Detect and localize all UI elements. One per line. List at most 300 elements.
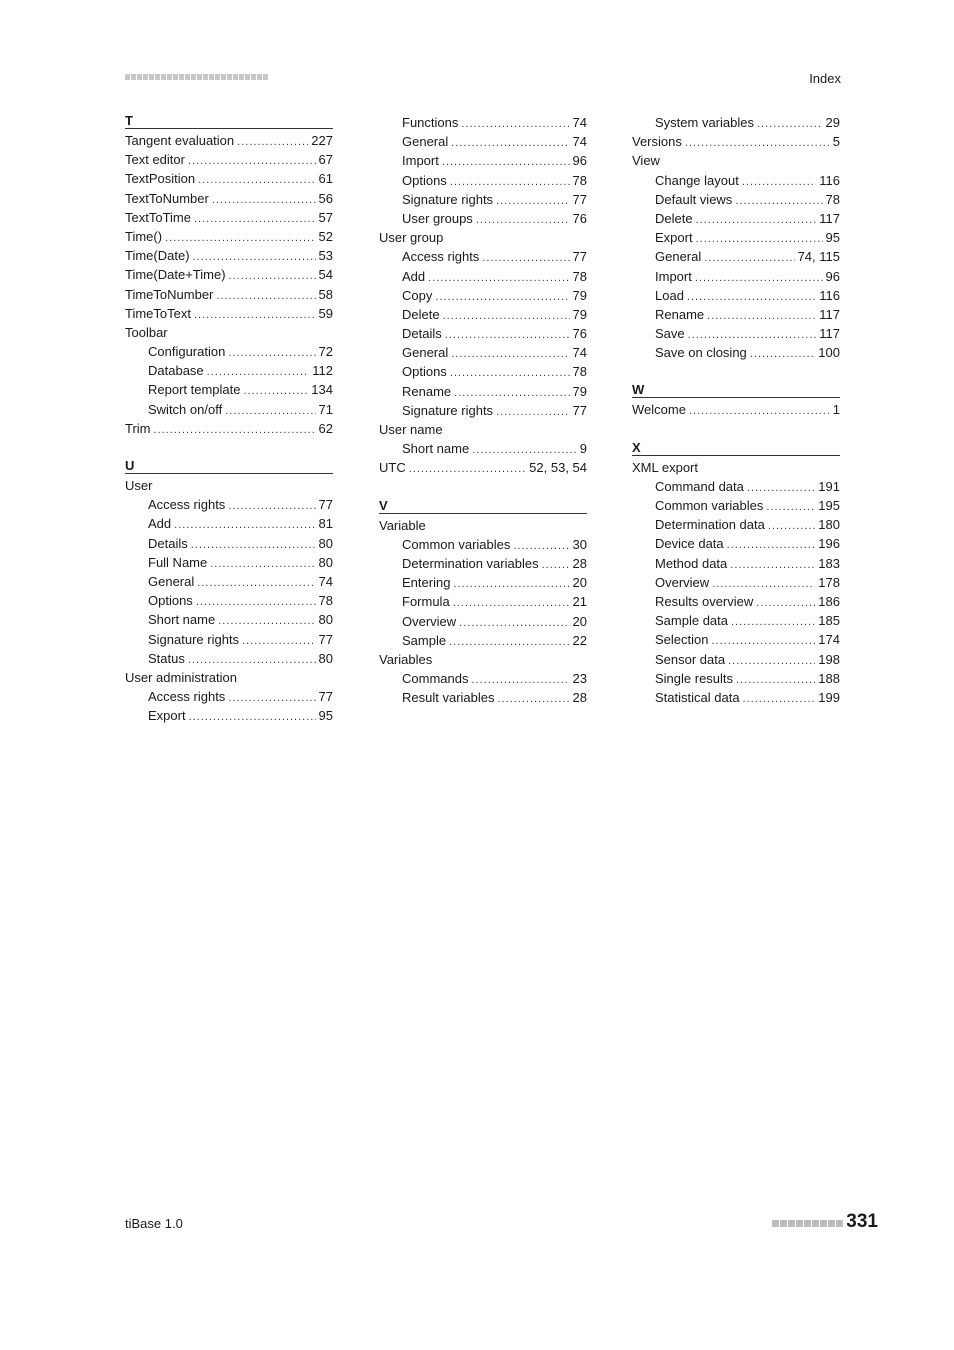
entry-page-ref: 95: [318, 708, 333, 724]
entry-label: Short name: [148, 612, 216, 628]
dot-leader: [228, 689, 315, 708]
index-subentry: [632, 669, 840, 688]
decoration-square: [788, 1220, 795, 1227]
page-header-title: Index: [809, 71, 841, 86]
decoration-square: [257, 74, 262, 80]
entry-page-ref: 54: [318, 267, 333, 283]
entry-label: Copy: [402, 287, 433, 303]
index-subentry: [379, 401, 587, 420]
decoration-square: [137, 74, 142, 80]
entry-page-ref: 174: [818, 632, 840, 648]
entry-page-ref: 61: [318, 171, 333, 187]
index-entry: [125, 246, 333, 265]
entry-label: Toolbar: [125, 324, 168, 340]
entry-page-ref: 57: [318, 209, 333, 225]
decoration-square: [173, 74, 178, 80]
dot-leader: [453, 594, 570, 613]
decoration-square: [191, 74, 196, 80]
entry-label: Versions: [632, 134, 682, 150]
dot-leader: [695, 269, 823, 288]
entry-label: Commands: [402, 671, 469, 687]
index-entry: [125, 150, 333, 169]
dot-leader: [229, 267, 316, 286]
index-entry: [379, 516, 587, 535]
decoration-square: [804, 1220, 811, 1227]
index-entry: [632, 400, 840, 419]
index-subentry: [379, 612, 587, 631]
decoration-square: [161, 74, 166, 80]
index-subentry: [379, 439, 587, 458]
entry-label: Export: [148, 708, 186, 724]
decoration-square: [149, 74, 154, 80]
dot-leader: [443, 307, 570, 326]
entry-page-ref: 74: [572, 134, 587, 150]
dot-leader: [711, 632, 815, 651]
index-column-3: [632, 113, 840, 727]
index-subentry: [379, 535, 587, 554]
entry-page-ref: 117: [819, 306, 840, 322]
index-subentry: [379, 631, 587, 650]
entry-label: Access rights: [148, 497, 226, 513]
decoration-square: [263, 74, 268, 80]
index-entry: [379, 420, 587, 439]
entry-label: Change layout: [655, 172, 739, 188]
index-entry: [125, 208, 333, 227]
entry-page-ref: 77: [318, 631, 333, 647]
dot-leader: [174, 516, 315, 535]
dot-leader: [685, 134, 830, 153]
page-number: 331: [846, 1211, 878, 1232]
index-subentry: [125, 400, 333, 419]
index-entry: [125, 419, 333, 438]
dot-leader: [757, 115, 823, 134]
decoration-square: [780, 1220, 787, 1227]
dot-leader: [743, 690, 816, 709]
index-subentry: [379, 382, 587, 401]
entry-page-ref: 56: [318, 190, 333, 206]
dot-leader: [242, 632, 315, 651]
entry-page-ref: 185: [818, 613, 840, 629]
entry-label: Add: [148, 516, 172, 532]
dot-leader: [189, 708, 316, 727]
dot-leader: [476, 211, 570, 230]
dot-leader: [756, 594, 815, 613]
entry-page-ref: 188: [818, 670, 840, 686]
entry-label: Variables: [379, 651, 433, 667]
entry-label: Common variables: [402, 536, 511, 552]
decoration-square: [796, 1220, 803, 1227]
index-subentry: [125, 495, 333, 514]
entry-page-ref: 116: [819, 287, 840, 303]
entry-page-ref: 29: [825, 115, 840, 130]
index-subentry: [632, 573, 840, 592]
index-subentry: [632, 630, 840, 649]
entry-label: Add: [402, 268, 426, 284]
index-subentry: [379, 209, 587, 228]
dot-leader: [728, 652, 815, 671]
entry-label: Trim: [125, 420, 151, 436]
decoration-square: [143, 74, 148, 80]
entry-page-ref: 5: [832, 134, 840, 150]
entry-label: Delete: [402, 306, 440, 322]
dot-leader: [496, 192, 569, 211]
dot-leader: [445, 326, 570, 345]
index-subentry: [379, 343, 587, 362]
decoration-square: [203, 74, 208, 80]
section-letter: W: [632, 382, 840, 398]
entry-label: Time(Date): [125, 248, 190, 264]
entry-label: System variables: [655, 115, 754, 130]
decoration-square: [167, 74, 172, 80]
entry-label: TextToNumber: [125, 190, 209, 206]
entry-page-ref: 9: [579, 441, 587, 457]
section-letter: U: [125, 458, 333, 474]
index-subentry: [632, 611, 840, 630]
index-subentry: [632, 247, 840, 266]
entry-page-ref: 77: [572, 191, 587, 207]
index-subentry: [632, 496, 840, 515]
index-subentry: [379, 190, 587, 209]
entry-label: Result variables: [402, 690, 495, 706]
entry-page-ref: 74: [572, 115, 587, 130]
entry-label: User name: [379, 422, 443, 437]
index-entry: [125, 131, 333, 150]
entry-page-ref: 62: [318, 420, 333, 436]
decoration-square: [820, 1220, 827, 1227]
entry-label: Common variables: [655, 498, 764, 513]
dot-leader: [482, 249, 569, 268]
dot-leader: [442, 153, 570, 172]
dot-leader: [228, 497, 315, 516]
index-subentry: [379, 362, 587, 381]
entry-page-ref: 96: [572, 153, 587, 169]
index-subentry: [632, 554, 840, 573]
index-entry: [125, 189, 333, 208]
decoration-square: [209, 74, 214, 80]
dot-leader: [704, 249, 794, 268]
index-entry: [125, 227, 333, 246]
index-subentry: [379, 688, 587, 707]
dot-leader: [496, 403, 569, 422]
entry-label: Command data: [655, 478, 744, 494]
entry-page-ref: 195: [818, 498, 840, 513]
entry-label: Tangent evaluation: [125, 133, 235, 148]
entry-page-ref: 77: [318, 689, 333, 705]
entry-label: Short name: [402, 441, 470, 457]
entry-label: TextPosition: [125, 171, 196, 187]
entry-label: View: [632, 153, 660, 169]
entry-page-ref: 79: [572, 383, 587, 399]
dot-leader: [730, 556, 815, 575]
dot-leader: [435, 288, 569, 307]
entry-page-ref: 22: [572, 632, 587, 648]
index-entry: [125, 169, 333, 188]
index-subentry: [632, 190, 840, 209]
entry-label: User group: [379, 230, 444, 246]
entry-page-ref: 1: [832, 402, 840, 418]
index-subentry: [125, 630, 333, 649]
dot-leader: [451, 345, 569, 364]
entry-page-ref: 78: [572, 172, 587, 188]
entry-label: Import: [655, 268, 692, 284]
entry-page-ref: 183: [818, 555, 840, 571]
index-subentry: [379, 286, 587, 305]
dot-leader: [216, 287, 315, 306]
entry-page-ref: 30: [572, 536, 587, 552]
dot-leader: [451, 134, 569, 153]
entry-page-ref: 28: [572, 690, 587, 706]
entry-label: Status: [148, 650, 185, 666]
index-entry: [125, 476, 333, 495]
entry-page-ref: 180: [818, 517, 840, 533]
decoration-square: [836, 1220, 843, 1227]
dot-leader: [449, 633, 569, 652]
entry-page-ref: 191: [818, 478, 840, 494]
index-subentry: [125, 534, 333, 553]
entry-page-ref: 78: [825, 191, 840, 207]
entry-label: Signature rights: [148, 631, 240, 647]
entry-label: Variable: [379, 517, 426, 533]
entry-label: Statistical data: [655, 689, 740, 705]
index-subentry: [632, 534, 840, 553]
index-section: [632, 440, 840, 707]
entry-label: UTC: [379, 460, 406, 476]
entry-page-ref: 20: [572, 613, 587, 629]
index-subentry: [379, 324, 587, 343]
entry-label: Report template: [148, 382, 241, 398]
index-entry: [125, 265, 333, 284]
entry-label: Method data: [655, 555, 728, 571]
entry-page-ref: 95: [825, 230, 840, 246]
entry-page-ref: 76: [572, 326, 587, 342]
index-subentry: [379, 132, 587, 151]
entry-page-ref: 178: [818, 574, 840, 590]
entry-label: Rename: [655, 306, 705, 322]
index-subentry: [379, 669, 587, 688]
index-subentry: [379, 592, 587, 611]
dot-leader: [768, 517, 815, 536]
dot-leader: [188, 152, 316, 171]
entry-page-ref: 80: [318, 612, 333, 628]
entry-label: Time(Date+Time): [125, 267, 226, 283]
dot-leader: [707, 307, 816, 326]
entry-page-ref: 81: [318, 516, 333, 532]
entry-page-ref: 52, 53, 54: [529, 460, 587, 476]
index-subentry: [632, 650, 840, 669]
entry-page-ref: 198: [818, 651, 840, 667]
decoration-square: [772, 1220, 779, 1227]
section-letter: X: [632, 440, 840, 456]
index-subentry: [632, 209, 840, 228]
index-entry: [379, 650, 587, 669]
index-subentry: [632, 267, 840, 286]
dot-leader: [766, 498, 815, 517]
decoration-square: [155, 74, 160, 80]
dot-leader: [731, 613, 815, 632]
entry-label: Full Name: [148, 554, 208, 570]
dot-leader: [453, 575, 569, 594]
entry-label: Signature rights: [402, 402, 494, 418]
index-subentry: [125, 553, 333, 572]
entry-page-ref: 80: [318, 554, 333, 570]
index-section: [125, 458, 333, 725]
entry-label: Details: [402, 326, 442, 342]
entry-page-ref: 78: [318, 593, 333, 609]
decoration-square: [828, 1220, 835, 1227]
index-subentry: [632, 688, 840, 707]
decoration-square: [179, 74, 184, 80]
decoration-square: [812, 1220, 819, 1227]
dot-leader: [194, 210, 316, 229]
index-section: [379, 113, 587, 478]
entry-page-ref: 186: [818, 593, 840, 609]
entry-page-ref: 100: [818, 345, 840, 361]
index-subentry: [125, 649, 333, 668]
index-subentry: [125, 361, 333, 380]
entry-page-ref: 59: [318, 305, 333, 321]
decoration-square: [131, 74, 136, 80]
entry-page-ref: 112: [312, 363, 333, 379]
decoration-square: [125, 74, 130, 80]
entry-page-ref: 117: [819, 326, 840, 342]
decoration-square: [239, 74, 244, 80]
index-subentry: [632, 324, 840, 343]
entry-label: Determination data: [655, 517, 765, 533]
entry-label: TextToTime: [125, 209, 191, 225]
entry-page-ref: 52: [318, 228, 333, 244]
index-subentry: [632, 286, 840, 305]
entry-label: Selection: [655, 632, 709, 648]
entry-label: Details: [148, 535, 188, 551]
entry-page-ref: 80: [318, 650, 333, 666]
entry-page-ref: 79: [572, 287, 587, 303]
index-entry: [125, 285, 333, 304]
index-subentry: [632, 515, 840, 534]
index-column-2: [379, 113, 587, 727]
index-entry: [125, 304, 333, 323]
decoration-square: [197, 74, 202, 80]
entry-label: Single results: [655, 670, 734, 686]
dot-leader: [687, 288, 816, 307]
index-subentry: [379, 171, 587, 190]
entry-page-ref: 72: [318, 344, 333, 360]
index-subentry: [125, 342, 333, 361]
entry-label: Delete: [655, 210, 693, 226]
entry-page-ref: 77: [572, 249, 587, 265]
index-entry: [379, 228, 587, 247]
index-subentry: [125, 572, 333, 591]
dot-leader: [428, 269, 569, 288]
decoration-square: [227, 74, 232, 80]
entry-label: User groups: [402, 210, 473, 226]
entry-label: Export: [655, 230, 693, 246]
footer-product-name: tiBase 1.0: [125, 1216, 183, 1231]
decoration-square: [215, 74, 220, 80]
index-column-1: [125, 113, 333, 745]
entry-page-ref: 20: [572, 575, 587, 591]
entry-label: Entering: [402, 575, 451, 591]
dot-leader: [461, 115, 569, 134]
entry-page-ref: 58: [318, 286, 333, 302]
index-subentry: [379, 113, 587, 132]
entry-page-ref: 74: [572, 345, 587, 361]
footer-decoration: [772, 1220, 843, 1227]
entry-label: Overview: [655, 574, 710, 590]
dot-leader: [742, 173, 816, 192]
index-subentry: [125, 706, 333, 725]
entry-label: Time(): [125, 228, 163, 244]
header-decoration: [125, 74, 268, 80]
entry-label: Signature rights: [402, 191, 494, 207]
entry-page-ref: 77: [318, 497, 333, 513]
entry-page-ref: 74: [318, 573, 333, 589]
entry-label: Import: [402, 153, 439, 169]
dot-leader: [244, 382, 309, 401]
entry-page-ref: 80: [318, 535, 333, 551]
dot-leader: [727, 536, 816, 555]
index-subentry: [379, 267, 587, 286]
index-section: [379, 498, 587, 708]
dot-leader: [689, 402, 830, 421]
dot-leader: [450, 364, 570, 383]
dot-leader: [409, 460, 526, 479]
entry-page-ref: 76: [572, 210, 587, 226]
entry-page-ref: 79: [572, 306, 587, 322]
decoration-square: [221, 74, 226, 80]
entry-label: XML export: [632, 459, 698, 475]
index-entry: [125, 323, 333, 342]
dot-leader: [198, 171, 315, 190]
index-entry: [379, 458, 587, 477]
entry-label: Results overview: [655, 593, 754, 609]
dot-leader: [498, 690, 570, 709]
section-letter: T: [125, 113, 333, 129]
index-section: [632, 113, 840, 362]
index-subentry: [632, 305, 840, 324]
entry-label: Save on closing: [655, 345, 747, 361]
dot-leader: [735, 192, 822, 211]
decoration-square: [251, 74, 256, 80]
index-subentry: [125, 380, 333, 399]
index-subentry: [379, 554, 587, 573]
dot-leader: [542, 556, 570, 575]
entry-label: Welcome: [632, 402, 686, 418]
decoration-square: [185, 74, 190, 80]
entry-label: Access rights: [402, 249, 480, 265]
dot-leader: [237, 133, 308, 152]
entry-page-ref: 196: [818, 536, 840, 552]
entry-label: Sensor data: [655, 651, 726, 667]
entry-label: General: [655, 249, 702, 265]
entry-label: General: [148, 573, 195, 589]
index-subentry: [379, 573, 587, 592]
index-subentry: [125, 687, 333, 706]
dot-leader: [225, 402, 315, 421]
index-subentry: [379, 151, 587, 170]
entry-label: Default views: [655, 191, 733, 207]
index-section: [125, 113, 333, 438]
decoration-square: [233, 74, 238, 80]
entry-label: Options: [402, 172, 447, 188]
index-subentry: [125, 514, 333, 533]
dot-leader: [154, 421, 316, 440]
dot-leader: [459, 614, 569, 633]
entry-label: TimeToText: [125, 305, 191, 321]
dot-leader: [696, 211, 817, 230]
entry-page-ref: 199: [818, 689, 840, 705]
dot-leader: [210, 555, 315, 574]
index-subentry: [632, 228, 840, 247]
